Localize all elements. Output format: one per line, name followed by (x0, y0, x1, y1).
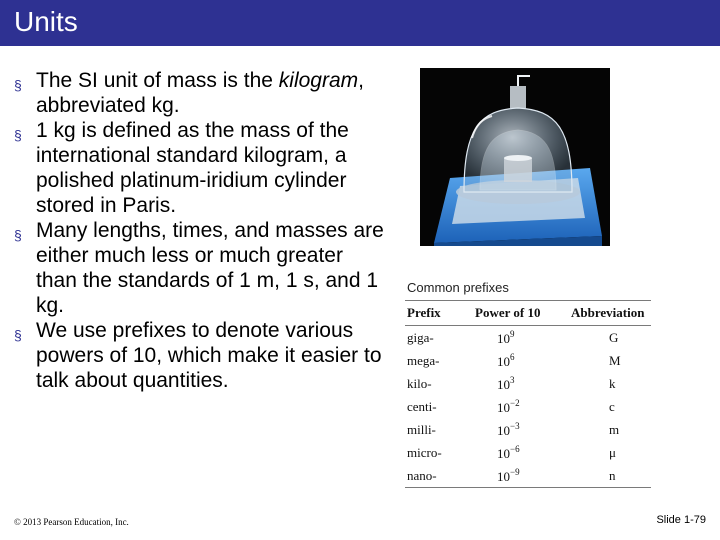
table-row (405, 326, 653, 349)
cell-prefix: milli- (407, 421, 436, 437)
bullet-item (14, 318, 386, 393)
table-header-row (405, 301, 653, 325)
bullet-marker: § (14, 227, 22, 243)
cell-power: $10^{-9}$ (497, 466, 520, 484)
footer-copyright: © 2013 Pearson Education, Inc. (14, 517, 129, 527)
bullet-item (14, 218, 386, 318)
cell-prefix: giga- (407, 329, 434, 345)
cell-power: $10^{-3}$ (497, 420, 520, 438)
table-row (405, 372, 653, 395)
cell-abbreviation: m (609, 421, 620, 437)
table-row (405, 349, 653, 372)
cell-abbreviation: c (609, 398, 615, 414)
bullet-text: We use prefixes to denote various powers of 10, which make it easier to talk about quantities. (36, 319, 382, 392)
cell-prefix: mega- (407, 352, 440, 368)
cell-abbreviation: k (609, 375, 616, 391)
table-row (405, 441, 653, 464)
bullet-list (14, 68, 386, 393)
bullet-text: 1 kg is defined as the mass of the international standard kilogram, a polished platinum-iridium cylinder stored in Paris. (36, 119, 349, 217)
table-row (405, 464, 653, 487)
bullet-marker: § (14, 327, 22, 343)
bullet-item (14, 118, 386, 218)
cell-power: $10^3$ (497, 374, 515, 392)
title-bar (0, 0, 720, 46)
slide-title: Units (14, 6, 78, 37)
bullet-marker: § (14, 77, 22, 93)
cell-power: $10^9$ (497, 328, 515, 346)
table-row (405, 395, 653, 418)
bullet-text: Many lengths, times, and masses are either much less or much greater than the standards of 1 m, 1 s, and 1 kg. (36, 219, 384, 317)
cell-prefix: micro- (407, 444, 442, 460)
prefix-table (405, 280, 653, 488)
header-abbreviation: Abbreviation (571, 305, 645, 320)
cell-prefix: centi- (407, 398, 437, 414)
cell-power: $10^{-2}$ (497, 397, 520, 415)
cell-abbreviation: μ (609, 444, 616, 460)
table-bottom-rule (405, 487, 651, 488)
bullet-text: The SI unit of mass is the (36, 69, 279, 92)
header-power: Power of 10 (475, 305, 541, 320)
cell-abbreviation: G (609, 329, 619, 345)
bullet-marker: § (14, 127, 22, 143)
cell-prefix: nano- (407, 467, 437, 483)
table-row (405, 418, 653, 441)
cell-abbreviation: M (609, 352, 621, 368)
bullet-text: , abbreviated kg. (36, 69, 364, 117)
slide-number: Slide 1-79 (656, 514, 706, 526)
bullet-emphasis: kilogram (278, 69, 359, 92)
table-caption: Common prefixes (407, 280, 509, 295)
cell-power: $10^{-6}$ (497, 443, 520, 461)
cell-prefix: kilo- (407, 375, 432, 391)
cell-abbreviation: n (609, 467, 616, 483)
bullet-item (14, 68, 386, 118)
header-prefix: Prefix (407, 305, 441, 320)
cell-power: $10^6$ (497, 351, 515, 369)
kilogram-photo (420, 68, 610, 246)
kilogram-illustration (420, 68, 610, 246)
